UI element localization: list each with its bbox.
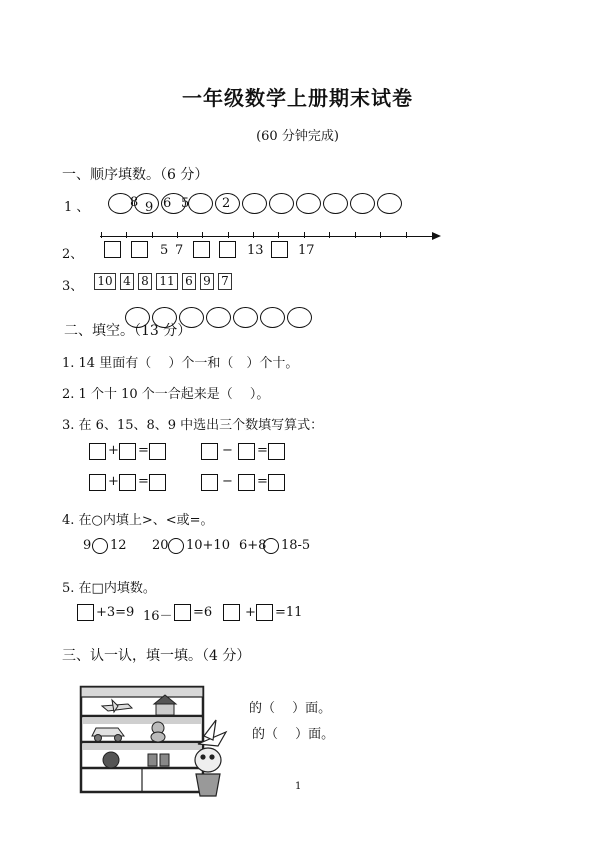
answer-circle[interactable] xyxy=(125,307,150,328)
number-line-tick xyxy=(202,232,203,238)
fill-question-2: 2. 1 个十 10 个一合起来是（ ）。 xyxy=(62,387,270,402)
q3-label: 3、 xyxy=(62,279,84,294)
number-line-value: 17 xyxy=(298,243,315,258)
answer-box[interactable] xyxy=(131,241,148,258)
number-line-tick xyxy=(304,232,305,238)
compare-value: 18-5 xyxy=(281,538,311,553)
answer-circle[interactable] xyxy=(350,193,375,214)
number-card: 9 xyxy=(200,273,214,290)
number-line-tick xyxy=(253,232,254,238)
section1-heading: 一、顺序填数。（6 分） xyxy=(62,167,209,183)
compare-value: 6+8 xyxy=(239,538,267,553)
answer-box[interactable] xyxy=(89,474,106,491)
equals-sign: = xyxy=(138,474,149,489)
equals-sign: = xyxy=(257,443,268,458)
answer-box[interactable] xyxy=(149,443,166,460)
answer-circle[interactable] xyxy=(296,193,321,214)
number-line-arrow xyxy=(432,232,441,240)
answer-circle[interactable] xyxy=(260,307,285,328)
compare-value: 20 xyxy=(152,538,169,553)
fill-question-1: 1. 14 里面有（ ）个一和（ ）个十。 xyxy=(62,356,299,371)
equals-sign: = xyxy=(257,474,268,489)
answer-box[interactable] xyxy=(268,474,285,491)
answer-circle[interactable] xyxy=(287,307,312,328)
number-line-tick xyxy=(126,232,127,238)
answer-box[interactable] xyxy=(238,443,255,460)
compare-value: 9 xyxy=(83,538,92,553)
number-line xyxy=(100,236,432,237)
answer-circle[interactable] xyxy=(179,307,204,328)
number-card: 6 xyxy=(182,273,196,290)
answer-circle[interactable] xyxy=(377,193,402,214)
answer-circle[interactable] xyxy=(152,307,177,328)
plus-sign: + xyxy=(108,474,119,489)
toy-bear-icon xyxy=(151,722,165,742)
answer-circle[interactable] xyxy=(188,193,213,214)
number-card: 7 xyxy=(218,273,232,290)
answer-circle[interactable] xyxy=(242,193,267,214)
answer-box[interactable] xyxy=(271,241,288,258)
answer-box[interactable] xyxy=(149,474,166,491)
number-line-value: 7 xyxy=(175,243,184,258)
compare-value: 10+10 xyxy=(186,538,230,553)
exam-title: 一年级数学上册期末试卷 xyxy=(182,86,413,110)
page-number: 1 xyxy=(295,781,302,792)
compare-circle[interactable] xyxy=(168,538,184,554)
number-card: 11 xyxy=(156,273,178,290)
answer-box[interactable] xyxy=(119,474,136,491)
section3-line1: 的（ ）面。 xyxy=(249,701,332,716)
answer-box[interactable] xyxy=(89,443,106,460)
shelf-illustration xyxy=(78,684,248,799)
fill-text: =6 xyxy=(193,605,213,620)
fill-question-3: 3. 在 6、15、8、9 中选出三个数填写算式： xyxy=(62,418,324,433)
ball-icon xyxy=(103,752,119,768)
answer-circle[interactable] xyxy=(233,307,258,328)
fill-question-5: 5. 在□内填数。 xyxy=(62,581,156,596)
section3-heading: 三、认一认，填一填。（4 分） xyxy=(62,648,251,664)
minus-sign: − xyxy=(222,474,233,489)
answer-box[interactable] xyxy=(193,241,210,258)
fill-text: 16－ xyxy=(143,609,173,624)
q1-digit: 2 xyxy=(222,196,231,211)
answer-box[interactable] xyxy=(201,474,218,491)
number-line-tick xyxy=(152,232,153,238)
number-card: 4 xyxy=(120,273,134,290)
number-line-tick xyxy=(406,232,407,238)
number-card: 10 xyxy=(94,273,116,290)
compare-circle[interactable] xyxy=(263,538,279,554)
answer-box[interactable] xyxy=(256,604,273,621)
answer-box[interactable] xyxy=(268,443,285,460)
fill-text: +3=9 xyxy=(96,605,135,620)
fill-text: =11 xyxy=(275,605,303,620)
number-line-value: 5 xyxy=(160,243,169,258)
q2-label: 2、 xyxy=(62,247,84,262)
number-line-tick xyxy=(177,232,178,238)
plus-sign: + xyxy=(108,443,119,458)
answer-box[interactable] xyxy=(201,443,218,460)
fill-text: + xyxy=(245,605,256,620)
answer-circle[interactable] xyxy=(323,193,348,214)
number-card: 8 xyxy=(138,273,152,290)
q1-digit: 9 xyxy=(145,200,154,215)
exam-duration: (60 分钟完成) xyxy=(256,129,339,144)
minus-sign: − xyxy=(222,443,233,458)
answer-box[interactable] xyxy=(104,241,121,258)
section2-heading: 二、填空。（13 分） xyxy=(64,323,192,339)
answer-box[interactable] xyxy=(219,241,236,258)
number-line-tick xyxy=(380,232,381,238)
equals-sign: = xyxy=(138,443,149,458)
number-line-tick xyxy=(228,232,229,238)
compare-circle[interactable] xyxy=(92,538,108,554)
answer-box[interactable] xyxy=(174,604,191,621)
q1-digit: 6 xyxy=(163,196,172,211)
compare-value: 12 xyxy=(110,538,127,553)
number-line-tick xyxy=(101,232,102,238)
answer-circle[interactable] xyxy=(269,193,294,214)
answer-circle[interactable] xyxy=(206,307,231,328)
fill-question-4: 4. 在○内填上>、<或=。 xyxy=(62,513,214,528)
number-line-tick xyxy=(278,232,279,238)
answer-box[interactable] xyxy=(238,474,255,491)
q1-digit: 8 xyxy=(130,195,139,210)
number-line-value: 13 xyxy=(247,243,264,258)
section3-line2: 的（ ）面。 xyxy=(252,727,335,742)
answer-box[interactable] xyxy=(77,604,94,621)
q1-label: 1 、 xyxy=(64,200,90,215)
answer-box[interactable] xyxy=(119,443,136,460)
q1-digit: 5 xyxy=(181,196,190,211)
number-line-tick xyxy=(355,232,356,238)
number-line-tick xyxy=(329,232,330,238)
answer-box[interactable] xyxy=(223,604,240,621)
